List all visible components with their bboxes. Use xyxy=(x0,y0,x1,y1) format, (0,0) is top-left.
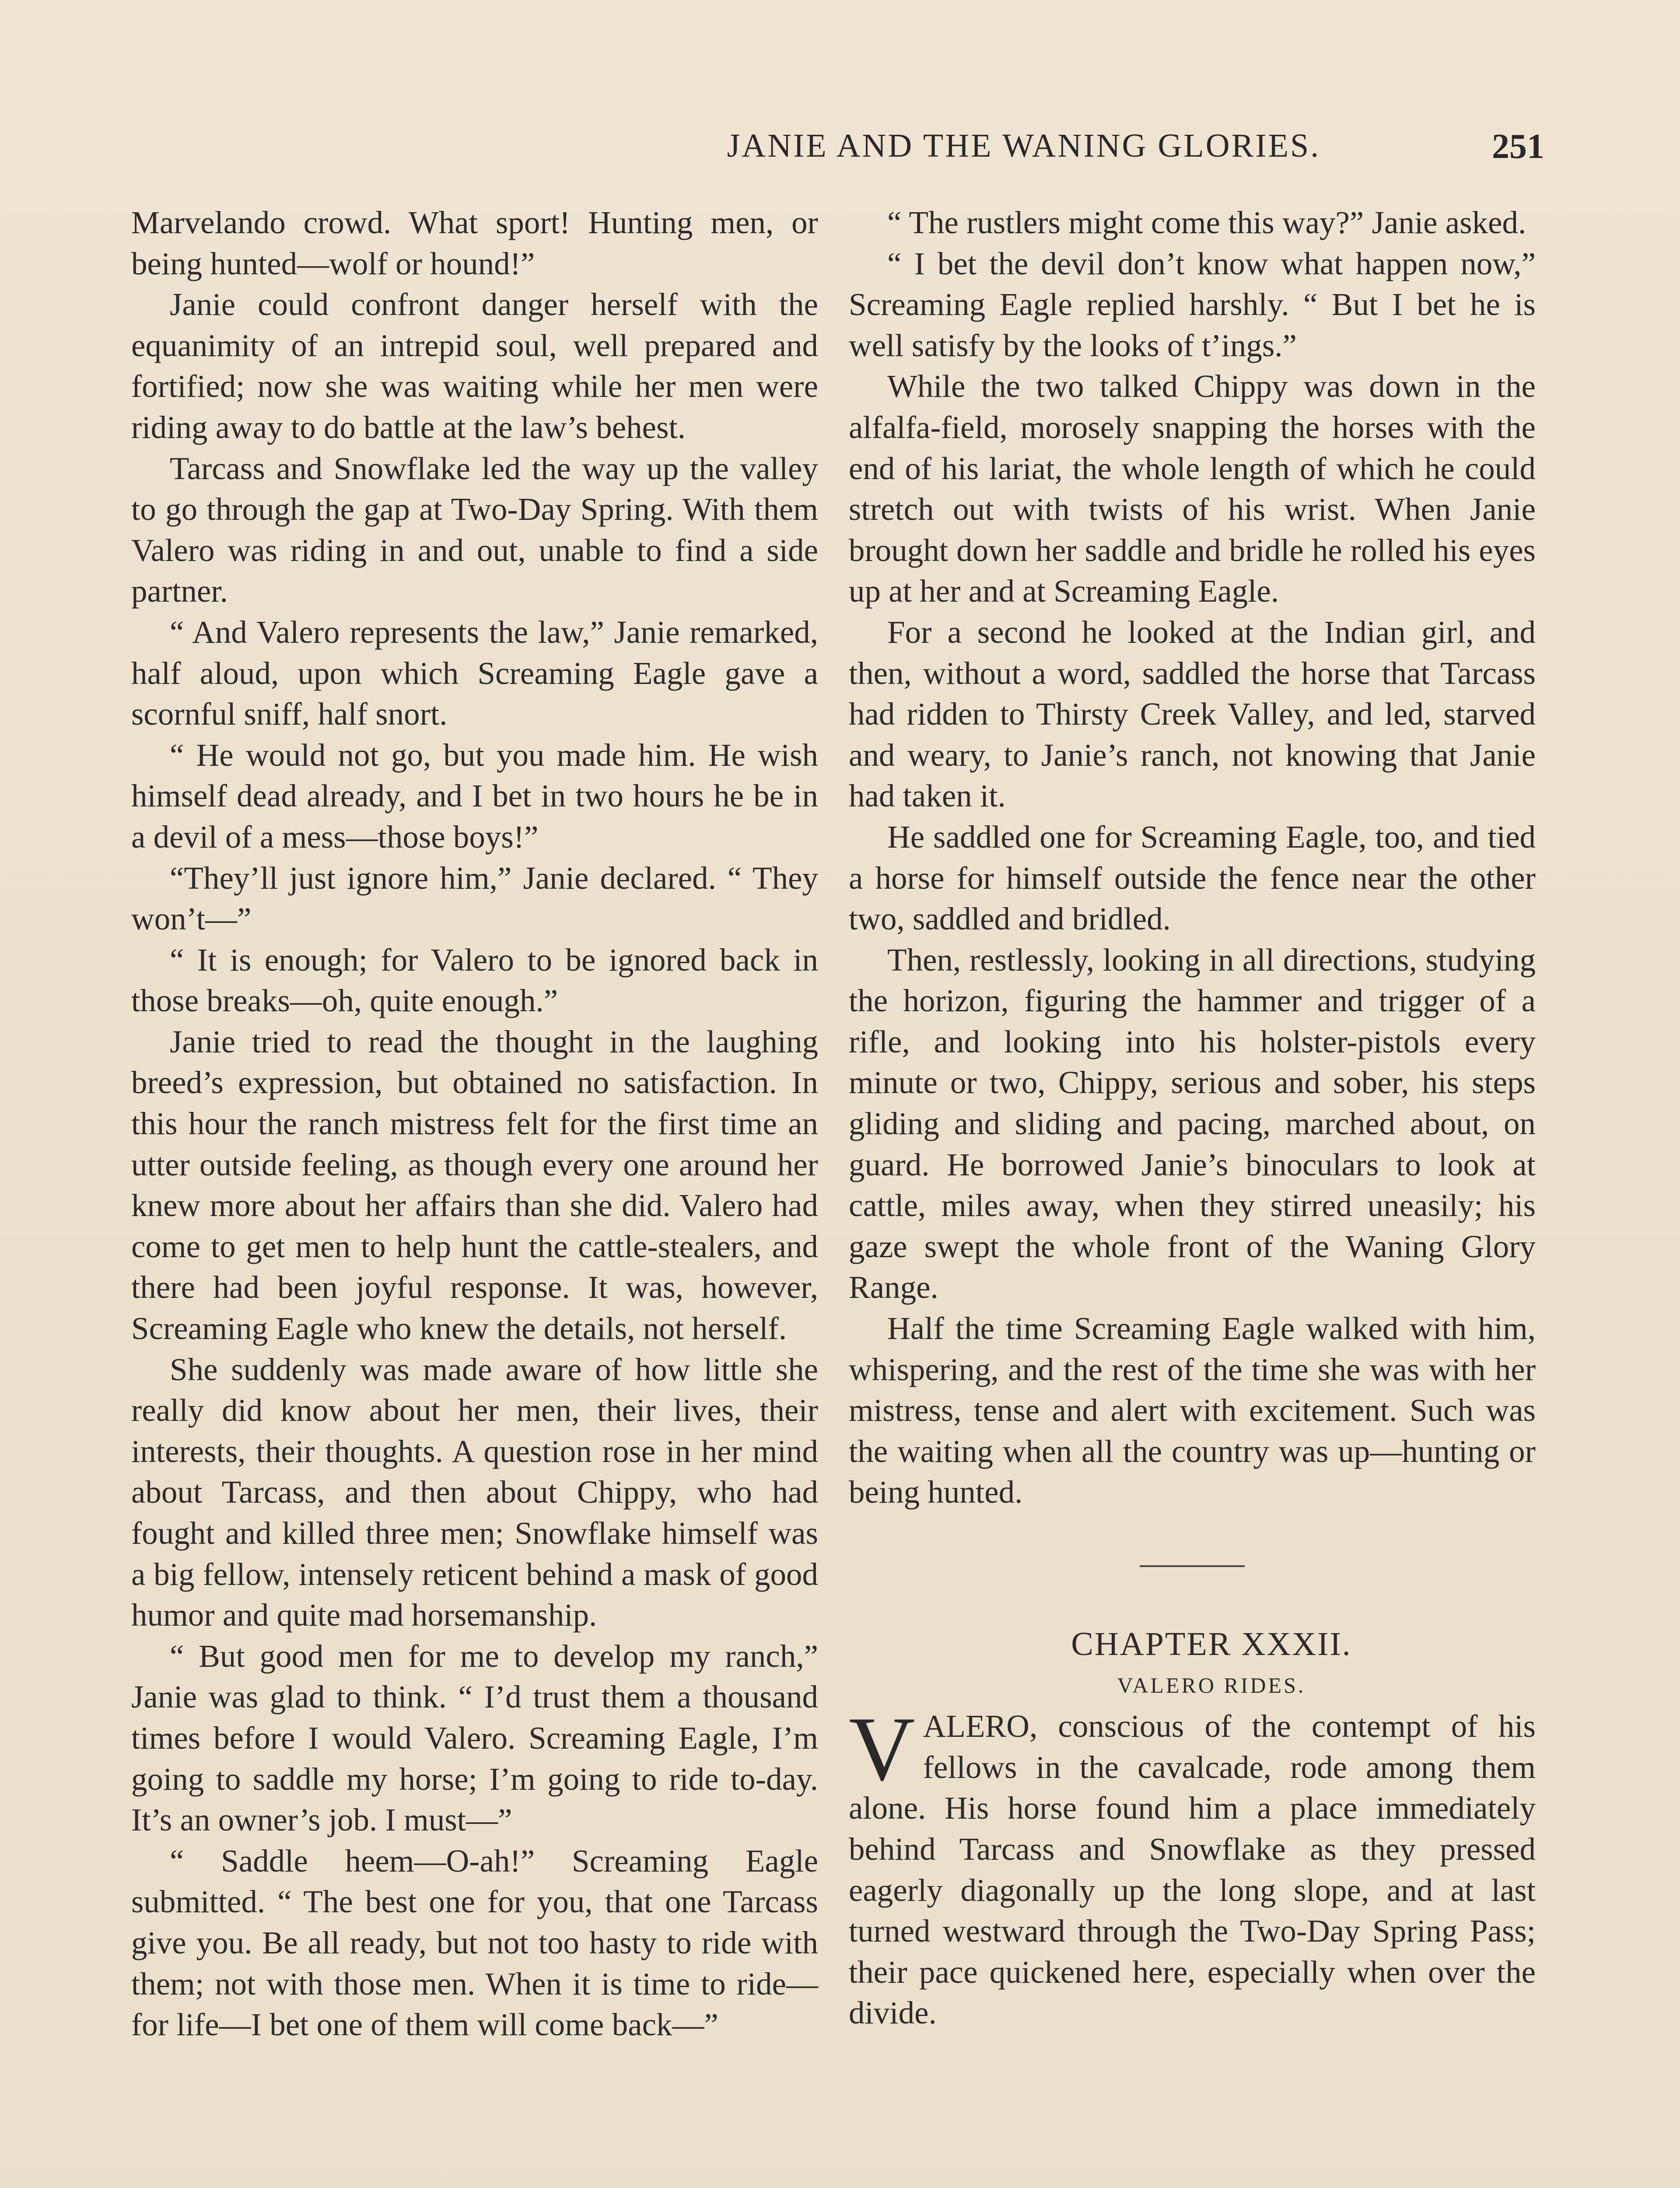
paragraph: Janie tried to read the thought in the laughing breed’s expression, but obtained no satisfaction. In this hour the ranch mistress felt for the first time an utter outside feeling, as though every one around her knew more about her affairs than she did. Valero had come to get men to help hunt the cattle-stealers, and there had been joyful response. It was, however, Screaming Eagle who knew the details, not herself. xyxy=(131,1024,818,1346)
paragraph: Half the time Screaming Eagle walked with him, whispering, and the rest of the time she was with her mistress, tense and alert with excitement. Such was the waiting when all the country was up—hunting or being hunted. xyxy=(849,1311,1536,1510)
paragraph: Janie could confront danger herself with the equanimity of an intrepid soul, well prepared and fortified; now she was waiting while her men were riding away to do battle at the law’s behest. xyxy=(131,287,818,445)
paragraph: “ Saddle heem—O-ah!” Screaming Eagle submitted. “ The best one for you, that one Tarcass give you. Be all ready, but not too hasty to ride with them; not with those men. When it is time to ride—for life—I bet one of them will come back—” xyxy=(131,1843,818,2043)
drop-cap: V xyxy=(849,1698,915,1800)
paragraph: “ The rustlers might come this way?” Janie asked. xyxy=(887,205,1526,240)
paragraph: “ And Valero represents the law,” Janie remarked, half aloud, upon which Screaming Eagle gave a scornful sniff, half snort. xyxy=(131,614,818,732)
paragraph: “ I bet the devil don’t know what happen now,” Screaming Eagle replied harshly. “ But I bet he is well satisfy by the looks of t’ings.” xyxy=(849,245,1536,363)
paragraph: He saddled one for Screaming Eagle, too, and tied a horse for himself outside the fence near the other two, saddled and bridled. xyxy=(849,819,1536,937)
right-column xyxy=(849,202,1536,2034)
paragraph: Then, restlessly, looking in all directions, studying the horizon, figuring the hammer and trigger of a rifle, and looking into his holster-pistols every minute or two, Chippy, serious and sober, his steps gliding and sliding and pacing, marched about, on guard. He borrowed Janie’s binoculars to look at cattle, miles away, when they stirred uneasily; his gaze swept the whole front of the Waning Glory Range. xyxy=(849,942,1536,1305)
paragraph: While the two talked Chippy was down in the alfalfa-field, morosely snapping the horses with the end of his lariat, the whole length of which he could stretch out with twists of his wrist. When Janie brought down her saddle and bridle he rolled his eyes up at her and at Screaming Eagle. xyxy=(849,368,1536,609)
page-number: 251 xyxy=(1492,127,1544,166)
chapter-title: CHAPTER XXXII. xyxy=(1071,1626,1352,1662)
chapter-opening-paragraph xyxy=(849,1698,1536,2034)
paragraph: For a second he looked at the Indian girl, and then, without a word, saddled the horse that Tarcass had ridden to Thirsty Creek Valley, and led, starved and weary, to Janie’s ranch, not knowing that Janie had taken it. xyxy=(849,614,1536,814)
paragraph: “ But good men for me to develop my ranch,” Janie was glad to think. “ I’d trust them a thousand times before I would Valero. Screaming Eagle, I’m going to saddle my horse; I’m going to ride to-day. It’s an owner’s job. I must—” xyxy=(131,1638,818,1838)
chapter-subtitle: VALERO RIDES. xyxy=(1117,1673,1306,1697)
chapter-opening-text: ALERO, conscious of the contempt of his fellows in the cavalcade, rode among them alone. His horse found him a place immediately behind Tarcass and Snowflake as they pressed eagerly diagonally up the long slope, and at last turned westward through the Two-Day Spring Pass; their pace quickened here, especially when over the divide. xyxy=(849,1708,1536,2031)
left-column xyxy=(131,202,818,2045)
paragraph: “ It is enough; for Valero to be ignored back in those breaks—oh, quite enough.” xyxy=(131,942,818,1019)
running-title: JANIE AND THE WANING GLORIES. xyxy=(727,127,1321,164)
paragraph: Tarcass and Snowflake led the way up the valley to go through the gap at Two-Day Spring. With them Valero was riding in and out, unable to find a side partner. xyxy=(131,450,818,609)
paragraph: Marvelando crowd. What sport! Hunting men, or being hunted—wolf or hound!” xyxy=(131,205,818,281)
paragraph: She suddenly was made aware of how little she really did know about her men, their lives, their interests, their thoughts. A question rose in her mind about Tarcass, and then about Chippy, who had fought and killed three men; Snowflake himself was a big fellow, intensely reticent behind a mask of good humor and quite mad horsemanship. xyxy=(131,1351,818,1633)
section-divider xyxy=(1140,1565,1245,1567)
paragraph: “ He would not go, but you made him. He wish himself dead already, and I bet in two hours he be in a devil of a mess—those boys!” xyxy=(131,737,818,855)
paragraph: “They’ll just ignore him,” Janie declared. “ They won’t—” xyxy=(131,860,818,937)
